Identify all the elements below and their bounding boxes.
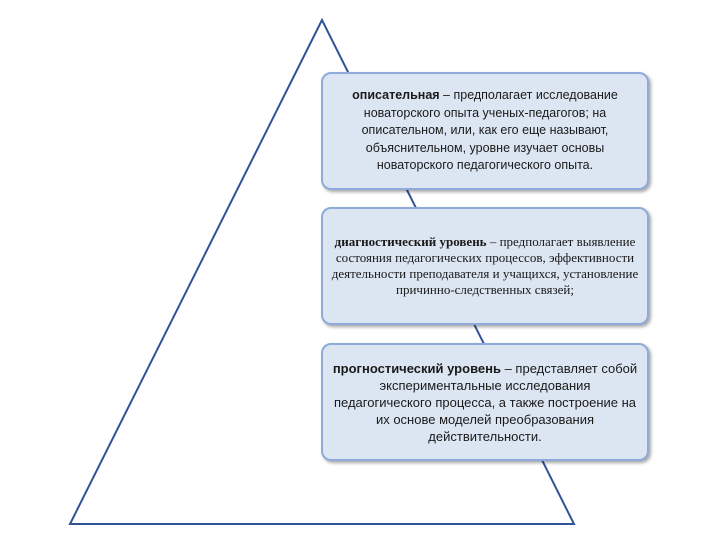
level-descriptive-term: описательная <box>352 88 440 103</box>
level-prognostic-box <box>321 343 649 461</box>
level-prognostic-text <box>331 360 639 445</box>
level-descriptive-description: – предполагает исследование новаторского опыта ученых-педагогов; на описательном, или, как его еще называют, объяснительном, уровне изучает основы новаторского педагогического опыта. <box>361 88 618 173</box>
level-descriptive-box <box>321 72 649 190</box>
level-diagnostic-term: диагностический уровень <box>334 234 487 249</box>
level-diagnostic-description: – предполагает выявление состояния педагогических процессов, эффективности деятельности преподавателя и учащихся, установление причинно-следственных связей; <box>331 234 639 297</box>
level-descriptive-text <box>331 87 639 175</box>
level-diagnostic-box <box>321 207 649 325</box>
level-prognostic-term: прогностический уровень <box>332 360 501 376</box>
level-diagnostic-text <box>331 234 639 298</box>
level-prognostic-description: – представляет собой экспериментальные исследования педагогического процесса, а также построение на их основе моделей преобразования действительности. <box>333 360 638 444</box>
